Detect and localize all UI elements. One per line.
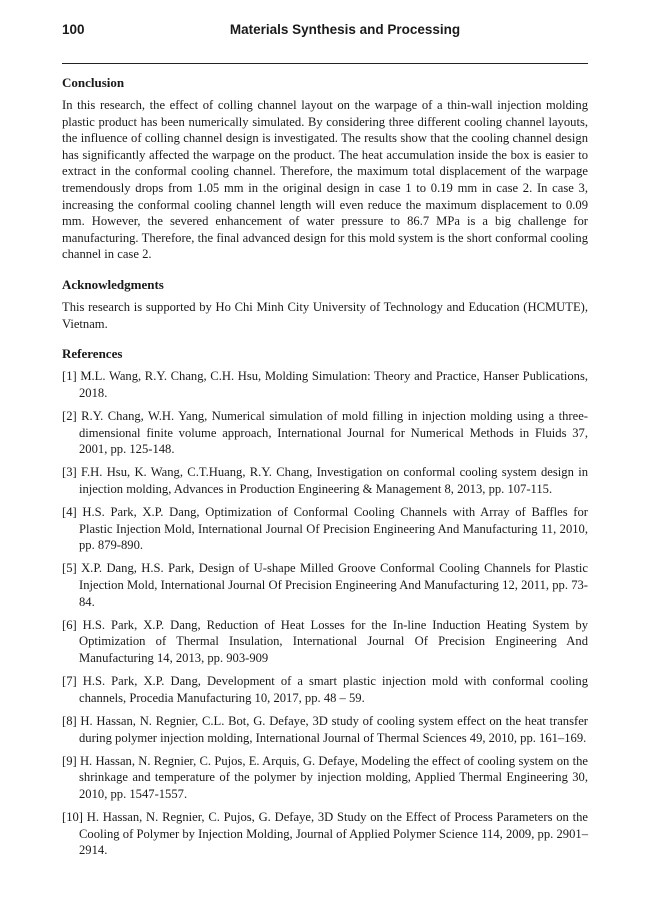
header-rule [62,63,588,64]
conclusion-heading: Conclusion [62,75,125,90]
reference-item: [5] X.P. Dang, H.S. Park, Design of U-shape Milled Groove Conformal Cooling Channels for Plastic Injection Mold, International Journal Of Precision Engineering And Manufacturing 12, 2011, pp. 73-84. [62,561,588,609]
reference-item: [8] H. Hassan, N. Regnier, C.L. Bot, G. Defaye, 3D study of cooling system effect on the heat transfer during polymer injection molding, International Journal of Thermal Sciences 49, 2010, pp. 161–169. [62,713,588,745]
conclusion-paragraph: In this research, the effect of colling channel layout on the warpage of a thin-wall injection molding plastic product has been numerically simulated. By considering three different cooling channel layouts, the influence of colling channel design is investigated. The results show that the cooling channel design has significantly affected the warpage on the product. The heat accumulation inside the box is easier to extract in the conformal cooling channel. Therefore, the maximum total displacement of the warpage tremendously drops from 1.05 mm in the original design in case 1 to 0.19 mm in case 2. In case 3, increasing the conformal cooling channel length will even reduce the maximum displacement to 0.09 mm. However, the severed enhancement of water pressure to 86.7 MPa is a big challenge for manufacturing. Therefore, the final advanced design for this mold system is the short conformal cooling channel in case 2. [62,98,588,262]
reference-list [62,368,588,859]
reference-item: [7] H.S. Park, X.P. Dang, Development of a smart plastic injection mold with conformal cooling channels, Procedia Manufacturing 10, 2017, pp. 48 – 59. [62,674,588,705]
running-header [62,22,588,42]
reference-item: [10] H. Hassan, N. Regnier, C. Pujos, G. Defaye, 3D Study on the Effect of Process Parameters on the Cooling of Polymer by Injection Molding, Journal of Applied Polymer Science 114, 2009, pp. 2901–2914. [62,810,588,858]
reference-item: [2] R.Y. Chang, W.H. Yang, Numerical simulation of mold filling in injection molding using a three-dimensional finite volume approach, International Journal for Numerical Methods in Fluids 37, 2001, pp. 125-148. [62,408,588,457]
acknowledgments-section [62,277,588,332]
reference-item: [1] M.L. Wang, R.Y. Chang, C.H. Hsu, Molding Simulation: Theory and Practice, Hanser Publications, 2018. [62,369,588,400]
page-number: 100 [62,22,85,37]
conclusion-section [62,75,588,263]
reference-item: [4] H.S. Park, X.P. Dang, Optimization of Conformal Cooling Channels with Array of Baffles for Plastic Injection Mold, International Journal Of Precision Engineering And Manufacturing 11, 2010, pp. 879-890. [62,505,588,553]
references-heading: References [62,346,123,362]
acknowledgments-heading: Acknowledgments [62,276,164,292]
acknowledgments-paragraph: This research is supported by Ho Chi Minh City University of Technology and Education (HCMUTE), Vietnam. [62,299,588,331]
references-section [62,346,588,859]
reference-item: [3] F.H. Hsu, K. Wang, C.T.Huang, R.Y. Chang, Investigation on conformal cooling system design in injection molding, Advances in Production Engineering & Management 8, 2013, pp. 107-115. [62,465,588,496]
journal-title: Materials Synthesis and Processing [229,22,461,37]
reference-item: [6] H.S. Park, X.P. Dang, Reduction of Heat Losses for the In-line Induction Heating System by Optimization of Thermal Insulation, International Journal Of Precision Engineering And Manufacturing 14, 2013, pp. 903-909 [62,617,588,665]
page-content [62,75,588,866]
reference-item: [9] H. Hassan, N. Regnier, C. Pujos, E. Arquis, G. Defaye, Modeling the effect of cooling system on the shrinkage and temperature of the polymer by injection molding, Applied Thermal Engineering 30, 2010, pp. 1547-1557. [62,753,588,801]
